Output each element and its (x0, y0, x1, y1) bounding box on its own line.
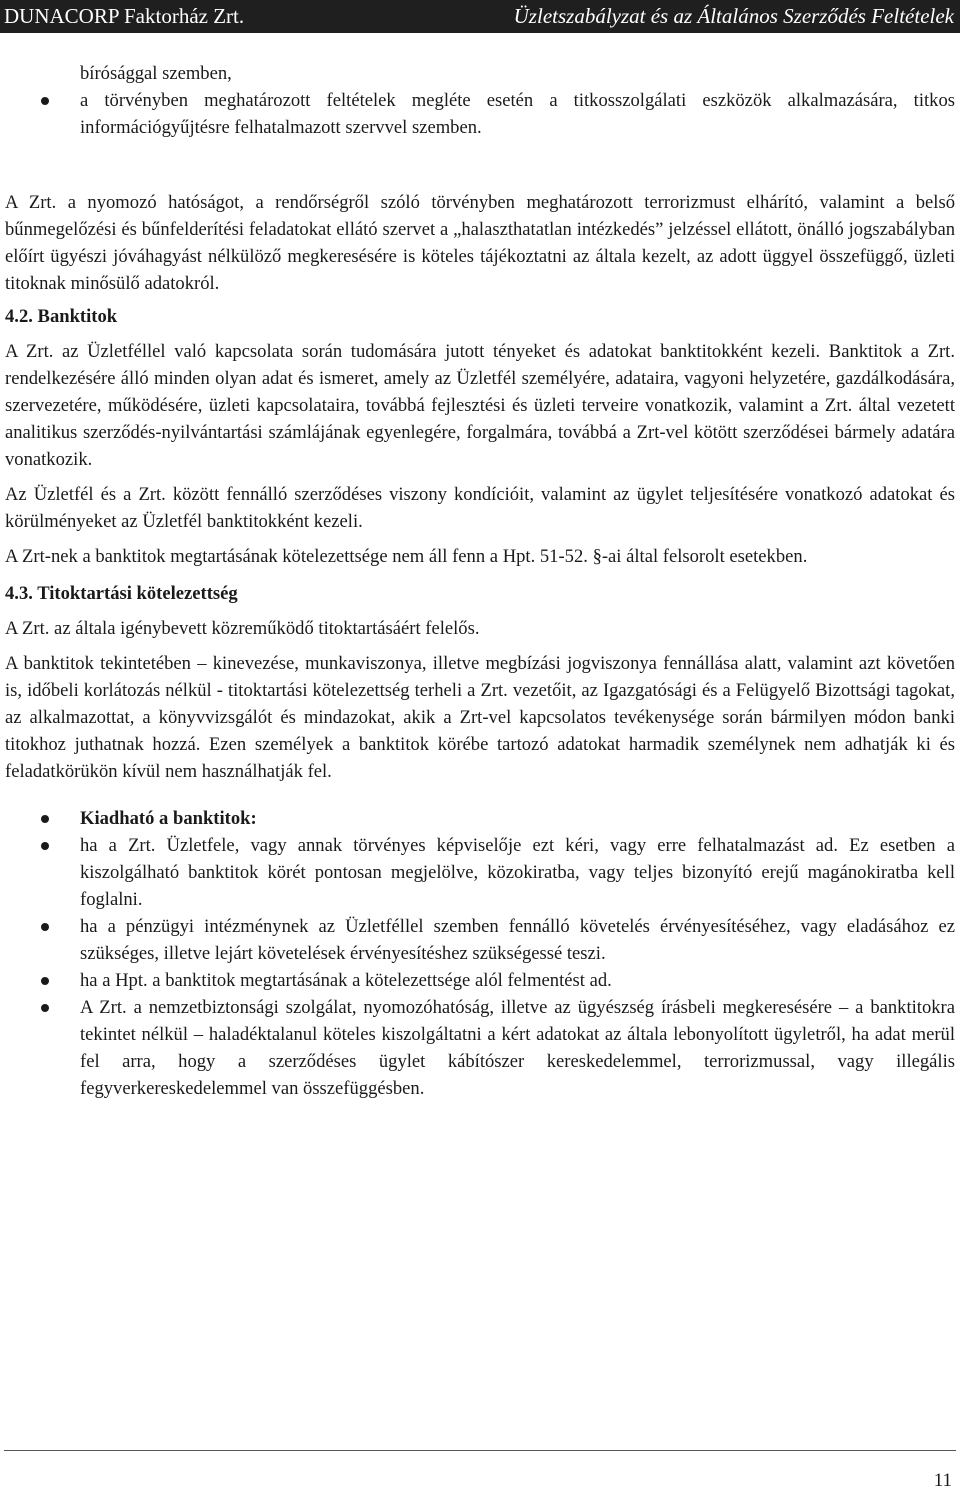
bullet-icon (41, 815, 49, 823)
top-list (5, 60, 955, 141)
kiadhato-list (5, 805, 955, 1102)
paragraph: Az Üzletfél és a Zrt. között fennálló szerződéses viszony kondícióit, valamint az ügylet teljesítésére vonatkozó adatokat és körülményeket az Üzletfél banktitokként kezeli. (5, 484, 955, 532)
section-heading-4-2: 4.2. Banktitok (5, 306, 118, 327)
bullet-icon (41, 1004, 49, 1012)
document-title: Üzletszabályzat és az Általános Szerződés Feltételek (513, 4, 954, 28)
list-item: ha a Zrt. Üzletfele, vagy annak törvényes képviselője ezt kéri, vagy erre felhatalmazást ad. Ez esetben a kiszolgálható banktitok körét pontosan megjelölve, közokiratba, vagy teljes bizonyító erejű magánokiratba kell foglalni. (5, 832, 955, 913)
company-name: DUNACORP Faktorház Zrt. (4, 4, 245, 28)
page-number: 11 (933, 1470, 952, 1491)
paragraph: A Zrt. az általa igénybevett közreműködő titoktartásáért felelős. (5, 618, 480, 639)
bullet-icon (41, 97, 49, 105)
list-item: A Zrt. a nemzetbiztonsági szolgálat, nyomozóhatóság, illetve az ügyészség írásbeli megkeresésére – a banktitokra tekintet nélkül – haladéktalanul köteles kiszolgáltatni a kért adatokat az általa lebonyolított ügyletről, ha adat merül fel arra, hogy a szerződéses ügylet kábítószer kereskedelemmel, terrorizmussal, vagy illegális fegyverkereskedelemmel van összefüggésben. (5, 994, 955, 1102)
list-item: ha a Hpt. a banktitok megtartásának a kötelezettsége alól felmentést ad. (5, 967, 955, 994)
section-heading-4-3: 4.3. Titoktartási kötelezettség (5, 583, 238, 604)
paragraph: A Zrt-nek a banktitok megtartásának kötelezettsége nem áll fenn a Hpt. 51-52. §-ai által felsorolt esetekben. (5, 546, 808, 567)
paragraph: A Zrt. az Üzletféllel való kapcsolata során tudomására jutott tényeket és adatokat banktitokként kezeli. Banktitok a Zrt. rendelkezésére álló minden olyan adat és ismeret, amely az Üzletfél személyére, adataira, vagyoni helyzetére, gazdálkodására, szervezetére, működésére, üzleti kapcsolataira, továbbá fejlesztési és üzleti terveire vonatkozik, valamint a Zrt. által vezetett analitikus szerződés-nyilvántartási számlájának egyenlegére, forgalmára, továbbá a Zrt-vel kötött szerződései bármely adatára vonatkozik. (5, 341, 955, 470)
list-item: bírósággal szemben, (80, 63, 232, 84)
bullet-icon (41, 842, 49, 850)
list-item: a törvényben meghatározott feltételek megléte esetén a titkosszolgálati eszközök alkalmazására, titkos információgyűjtésre felhatalmazott szervvel szemben. (5, 87, 955, 141)
footer-divider (4, 1450, 956, 1451)
bullet-icon (41, 923, 49, 931)
paragraph: A banktitok tekintetében – kinevezése, munkaviszonya, illetve megbízási jogviszonya fennállása alatt, valamint azt követően is, időbeli korlátozás nélkül - titoktartási kötelezettség terheli a Zrt. vezetőit, az Igazgatósági és a Felügyelő Bizottsági tagokat, az alkalmazottat, a könyvvizsgálót és mindazokat, akik a Zrt-vel kapcsolatos tevékenysége során bármilyen módon banki titokhoz juthatnak hozzá. Ezen személyek a banktitok körébe tartozó adatokat harmadik személynek nem adhatják ki és feladatkörükön kívül nem használhatják fel. (5, 653, 955, 782)
document-body (5, 60, 955, 1102)
page-header (0, 0, 960, 33)
list-item: ha a pénzügyi intézménynek az Üzletféllel szemben fennálló követelés érvényesítéséhez, vagy eladásához ez szükséges, illetve lejárt követelések érvényesítéshez szükségessé teszi. (5, 913, 955, 967)
list-item-title: Kiadható a banktitok: (5, 805, 955, 832)
bullet-icon (41, 977, 49, 985)
paragraph-nyomozo: A Zrt. a nyomozó hatóságot, a rendőrségről szóló törvényben meghatározott terrorizmust elhárító, valamint a belső bűnmegelőzési és bűnfelderítési feladatokat ellátó szervet a „halaszthatatlan intézkedés” jelzéssel ellátott, önálló jogszabályban előírt ügyészi jóváhagyást nélkülöző megkeresésére is köteles tájékoztatni az általa kezelt, az adott üggyel összefüggő, üzleti titoknak minősülő adatokról. (5, 192, 955, 294)
